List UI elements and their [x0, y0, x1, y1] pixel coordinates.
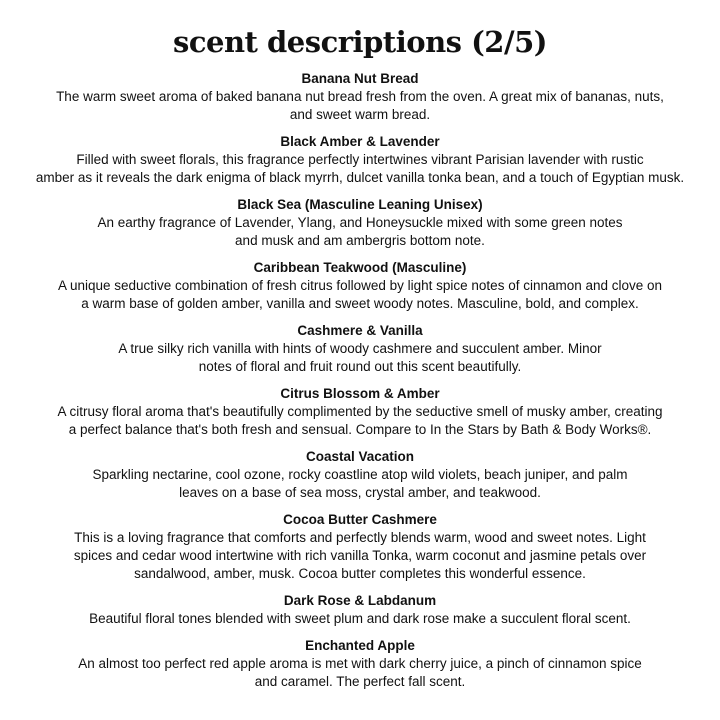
scent-description-line: and musk and am ambergris bottom note.: [235, 233, 485, 248]
scent-description-line: and sweet warm bread.: [289, 107, 431, 122]
scent-name: Black Sea (Masculine Leaning Unisex): [237, 197, 483, 212]
scent-description: [8, 151, 712, 187]
scent-entry: [8, 637, 712, 691]
scent-name: Cashmere & Vanilla: [297, 323, 423, 338]
scent-entry: [8, 511, 712, 583]
scent-name: Citrus Blossom & Amber: [280, 386, 440, 401]
scent-entry: [8, 385, 712, 439]
scent-name: Cocoa Butter Cashmere: [283, 512, 437, 527]
scent-entry: [8, 448, 712, 502]
scent-description-line: This is a loving fragrance that comforts and perfectly blends warm, wood and sweet notes. Light: [74, 530, 646, 545]
scent-description: [8, 529, 712, 583]
scent-description: [8, 655, 712, 691]
scent-entry: [8, 322, 712, 376]
scent-description-line: and caramel. The perfect fall scent.: [254, 674, 466, 689]
scent-entry: [8, 592, 712, 628]
scent-name: Coastal Vacation: [305, 449, 415, 464]
scent-description: [8, 466, 712, 502]
scent-description-line: amber as it reveals the dark enigma of black myrrh, dulcet vanilla tonka bean, and a touch of Egyptian musk.: [35, 170, 685, 185]
scent-description-line: Sparkling nectarine, cool ozone, rocky coastline atop wild violets, beach juniper, and palm: [92, 467, 628, 482]
scent-list: [0, 70, 720, 691]
page-title: scent descriptions (2/5): [173, 25, 547, 59]
scent-description-line: The warm sweet aroma of baked banana nut bread fresh from the oven. A great mix of bananas, nuts,: [56, 89, 664, 104]
scent-description: [8, 403, 712, 439]
scent-entry: [8, 133, 712, 187]
scent-description-line: a warm base of golden amber, vanilla and sweet woody notes. Masculine, bold, and complex.: [81, 296, 639, 311]
scent-description: [8, 214, 712, 250]
scent-description-line: leaves on a base of sea moss, crystal amber, and teakwood.: [179, 485, 541, 500]
scent-description: [8, 340, 712, 376]
scent-name: Caribbean Teakwood (Masculine): [253, 260, 467, 275]
scent-description: [8, 277, 712, 313]
scent-description-line: notes of floral and fruit round out this scent beautifully.: [198, 359, 522, 374]
scent-description-line: A true silky rich vanilla with hints of woody cashmere and succulent amber. Minor: [118, 341, 602, 356]
scent-description-line: spices and cedar wood intertwine with rich vanilla Tonka, warm coconut and jasmine petals over: [73, 548, 647, 563]
scent-description-line: An almost too perfect red apple aroma is met with dark cherry juice, a pinch of cinnamon spice: [78, 656, 642, 671]
scent-entry: [8, 70, 712, 124]
scent-name: Dark Rose & Labdanum: [283, 593, 437, 608]
scent-description-line: Beautiful floral tones blended with sweet plum and dark rose make a succulent floral scent.: [89, 611, 631, 626]
scent-description-line: Filled with sweet florals, this fragrance perfectly intertwines vibrant Parisian lavender with rustic: [76, 152, 644, 167]
scent-entry: [8, 196, 712, 250]
scent-description-line: A unique seductive combination of fresh citrus followed by light spice notes of cinnamon and clove on: [57, 278, 663, 293]
scent-description-line: An earthy fragrance of Lavender, Ylang, and Honeysuckle mixed with some green notes: [97, 215, 623, 230]
scent-name: Enchanted Apple: [305, 638, 415, 653]
scent-description: [8, 88, 712, 124]
scent-description-line: sandalwood, amber, musk. Cocoa butter completes this wonderful essence.: [134, 566, 586, 581]
scent-description: [8, 610, 712, 628]
scent-entry: [8, 259, 712, 313]
scent-name: Black Amber & Lavender: [280, 134, 440, 149]
scent-name: Banana Nut Bread: [301, 71, 419, 86]
scent-description-line: A citrusy floral aroma that's beautifully complimented by the seductive smell of musky amber, creating: [57, 404, 663, 419]
scent-description-line: a perfect balance that's both fresh and sensual. Compare to In the Stars by Bath & Body Works®.: [68, 422, 652, 437]
